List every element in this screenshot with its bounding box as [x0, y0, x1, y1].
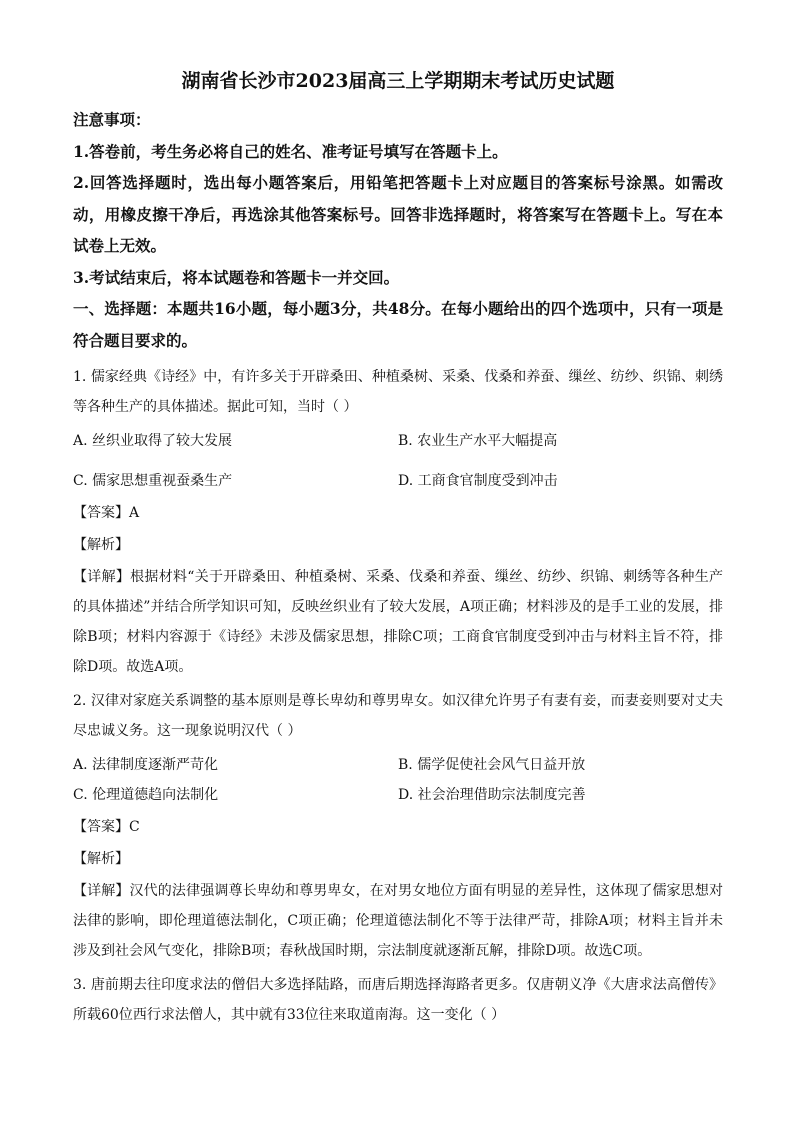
- option-b: B. 农业生产水平大幅提高: [398, 433, 558, 449]
- notice-heading: 注意事项：: [73, 110, 151, 129]
- answer-label: 【答案】A: [73, 505, 140, 521]
- question-stem: 3. 唐前期去往印度求法的僧侣大多选择陆路，而唐后期选择海路者更多。仅唐朝义净《大唐求法高僧传》所载60位西行求法僧人，其中就有33位往来取道南海。这一变化（ ）: [73, 977, 723, 1023]
- answer-label: 【答案】C: [73, 819, 140, 835]
- page-title: 湖南省长沙市2023届高三上学期期末考试历史试题: [181, 70, 615, 92]
- notice-item-2: 2.回答选择题时，选出每小题答案后，用铅笔把答题卡上对应题目的答案标号涂黑。如需改动，用橡皮擦干净后，再选涂其他答案标号。回答非选择题时，将答案写在答题卡上。写在本试卷上无效。: [73, 173, 723, 255]
- option-d: D. 社会治理借助宗法制度完善: [398, 787, 586, 803]
- question-3: [73, 970, 723, 1030]
- analysis-label: 【解析】: [73, 851, 129, 867]
- detail-explanation: 【详解】汉代的法律强调尊长卑幼和尊男卑女，在对男女地位方面有明显的差异性，这体现了儒家思想对法律的影响，即伦理道德法制化，C项正确；伦理道德法制化不等于法律严苛，排除A项；材料主旨并未涉及到社会风气变化，排除B项；春秋战国时期，宗法制度就逐渐瓦解，排除D项。故选C项。: [73, 883, 723, 959]
- document-content: [73, 66, 723, 1030]
- question-stem: 2. 汉律对家庭关系调整的基本原则是尊长卑幼和尊男卑女。如汉律允许男子有妻有妾，而妻妾则要对丈夫尽忠诚义务。这一现象说明汉代（ ）: [73, 693, 723, 739]
- question-2: [73, 686, 723, 966]
- question-options: [73, 750, 723, 810]
- notice-item-3: 3.考试结束后，将本试题卷和答题卡一并交回。: [73, 267, 400, 287]
- question-options: [73, 426, 723, 496]
- option-a: A. 丝织业取得了较大发展: [73, 433, 233, 449]
- option-b: B. 儒学促使社会风气日益开放: [398, 757, 586, 773]
- section-heading: 一、选择题：本题共16小题，每小题3分，共48分。在每小题给出的四个选项中，只有一项是符合题目要求的。: [73, 299, 723, 350]
- question-1: [73, 362, 723, 682]
- notice-item-1: 1.答卷前，考生务必将自己的姓名、准考证号填写在答题卡上。: [73, 141, 508, 161]
- option-c: C. 伦理道德趋向法制化: [73, 787, 219, 803]
- question-stem: 1. 儒家经典《诗经》中，有许多关于开辟桑田、种植桑树、采桑、伐桑和养蚕、缫丝、纺纱、织锦、刺绣等各种生产的具体描述。据此可知，当时（ ）: [73, 369, 723, 415]
- option-c: C. 儒家思想重视蚕桑生产: [73, 473, 233, 489]
- option-a: A. 法律制度逐渐严苛化: [73, 757, 219, 773]
- detail-explanation: 【详解】根据材料“关于开辟桑田、种植桑树、采桑、伐桑和养蚕、缫丝、纺纱、织锦、刺绣等各种生产的具体描述”并结合所学知识可知，反映丝织业有了较大发展，A项正确；材料涉及的是手工业的发展，排除B项；材料内容源于《诗经》未涉及儒家思想，排除C项；工商食官制度受到冲击与材料主旨不符，排除D项。故选A项。: [73, 569, 723, 675]
- option-d: D. 工商食官制度受到冲击: [398, 473, 558, 489]
- analysis-label: 【解析】: [73, 537, 129, 553]
